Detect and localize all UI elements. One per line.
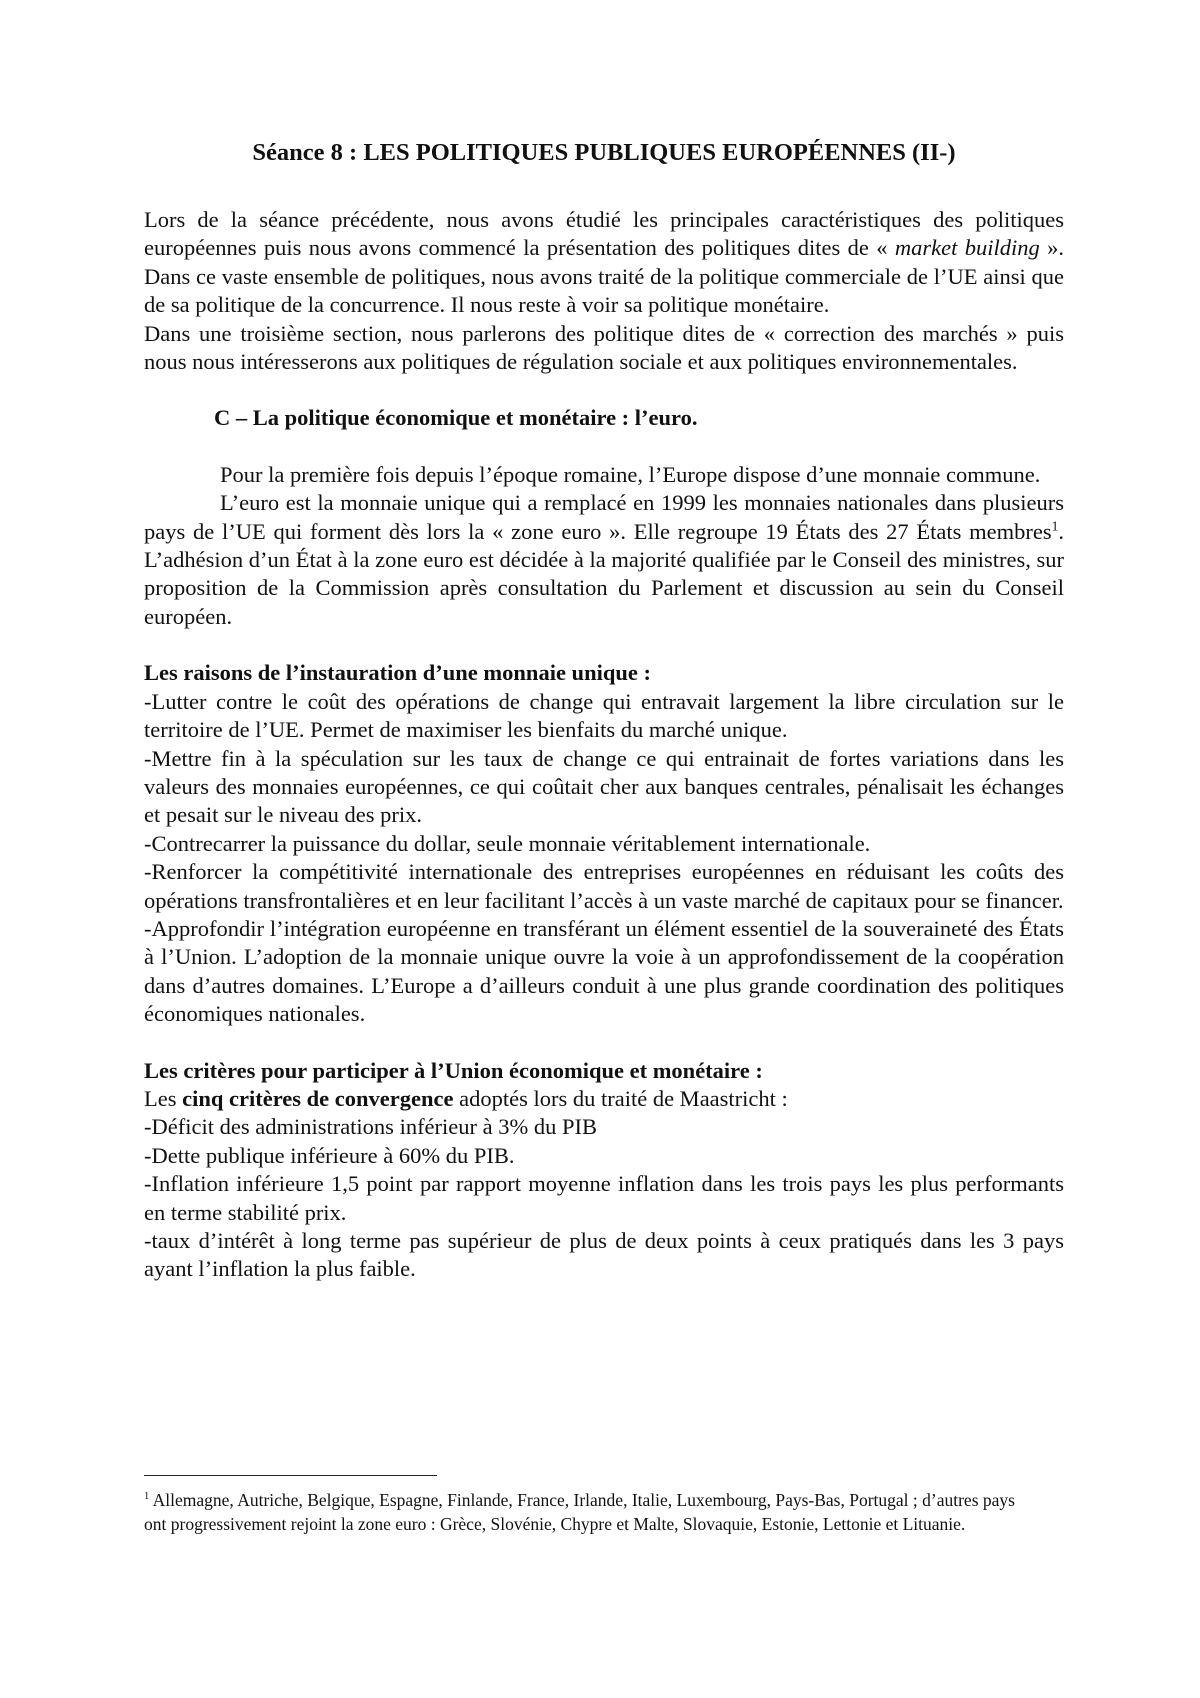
criteres-item: -taux d’intérêt à long terme pas supérieur de plus de deux points à ceux pratiqués dans les 3 pays ayant l’inflation la plus faible. [144, 1228, 1064, 1282]
raisons-heading: Les raisons de l’instauration d’une monnaie unique : [144, 660, 651, 686]
footnote-marker: 1 [144, 1491, 150, 1503]
intro-text-a: Lors de la séance précédente, nous avons étudié les principales caractéristiques des politiques européennes puis nous avons commencé la présentation des politiques dites de « [144, 207, 1064, 261]
footnote-separator [144, 1475, 437, 1476]
section-c-text-b: . L’adhésion d’un État à la zone euro est décidée à la majorité qualifiée par le Conseil des ministres, sur proposition de la Commission après consultation du Parlement et discussion au sein du Conseil européen. [144, 518, 1064, 629]
spacer [144, 1029, 1064, 1057]
section-c-paragraph-2 [144, 489, 1064, 631]
raisons-item: -Mettre fin à la spéculation sur les taux de change ce qui entrainait de fortes variations dans les valeurs des monnaies européennes, ce qui coûtait cher aux banques centrales, pénalisait les échanges et pesait sur le niveau des prix. [144, 745, 1064, 828]
criteres-item: -Déficit des administrations inférieur à 3% du PIB [144, 1114, 598, 1140]
intro-emphasis: market building [894, 235, 1040, 261]
raisons-item: -Contrecarrer la puissance du dollar, seule monnaie véritablement internationale. [144, 830, 871, 856]
criteres-intro-a: Les [144, 1085, 183, 1111]
criteres-item: -Dette publique inférieure à 60% du PIB. [144, 1142, 515, 1168]
raisons-item: -Renforcer la compétitivité internationale des entreprises européennes en réduisant les coûts des opérations transfrontalières et en leur facilitant l’accès à un vaste marché de capitaux pour se financer. [144, 859, 1064, 913]
intro-paragraph-1 [144, 206, 1064, 320]
footnote-text: Allemagne, Autriche, Belgique, Espagne, Finlande, France, Irlande, Italie, Luxembourg, Pays-Bas, Portugal ; d’autres pays ont progressivement rejoint la zone euro : Grèce, Slovénie, Chypre et Malte, Slovaquie, Estonie, Lettonie et Lituanie. [144, 1490, 1015, 1534]
raisons-item: -Lutter contre le coût des opérations de change qui entravait largement la libre circulation sur le territoire de l’UE. Permet de maximiser les bienfaits du marché unique. [144, 688, 1064, 743]
intro-paragraph-2: Dans une troisième section, nous parlerons des politique dites de « correction des marchés » puis nous nous intéresserons aux politiques de régulation sociale et aux politiques environnementales. [144, 320, 1064, 375]
section-c-paragraph-1: Pour la première fois depuis l’époque romaine, l’Europe dispose d’une monnaie commune. [220, 461, 1041, 487]
footnote [144, 1488, 1024, 1536]
spacer [144, 631, 1064, 659]
criteres-item: -Inflation inférieure 1,5 point par rapport moyenne inflation dans les trois pays les plus performants en terme stabilité prix. [144, 1171, 1064, 1225]
document-body [144, 138, 1064, 1284]
spacer [144, 433, 1064, 461]
page-title: Séance 8 : LES POLITIQUES PUBLIQUES EUROPÉENNES (II-) [252, 139, 956, 166]
criteres-intro [144, 1085, 1064, 1113]
criteres-intro-b: adoptés lors du traité de Maastricht : [453, 1085, 788, 1111]
footnote-reference: 1 [1051, 518, 1059, 534]
raisons-item: -Approfondir l’intégration européenne en transférant un élément essentiel de la souveraineté des États à l’Union. L’adoption de la monnaie unique ouvre la voie à un approfondissement de la coopération dans d’autres domaines. L’Europe a d’ailleurs conduit à une plus grande coordination des politiques économiques nationales. [144, 915, 1064, 1027]
intro-text-b: ». Dans ce vaste ensemble de politiques, nous avons traité de la politique commerciale de l’UE ainsi que de sa politique de la concurrence. Il nous reste à voir sa politique monétaire. [144, 235, 1065, 318]
criteres-heading: Les critères pour participer à l’Union économique et monétaire : [144, 1057, 763, 1083]
criteres-intro-bold: cinq critères de convergence [182, 1085, 454, 1111]
section-c-text-a: L’euro est la monnaie unique qui a remplacé en 1999 les monnaies nationales dans plusieurs pays de l’UE qui forment dès lors la « zone euro ». Elle regroupe 19 États des 27 États membres [144, 490, 1064, 544]
spacer [144, 376, 1064, 404]
section-heading-c: C – La politique économique et monétaire : l’euro. [214, 405, 698, 431]
